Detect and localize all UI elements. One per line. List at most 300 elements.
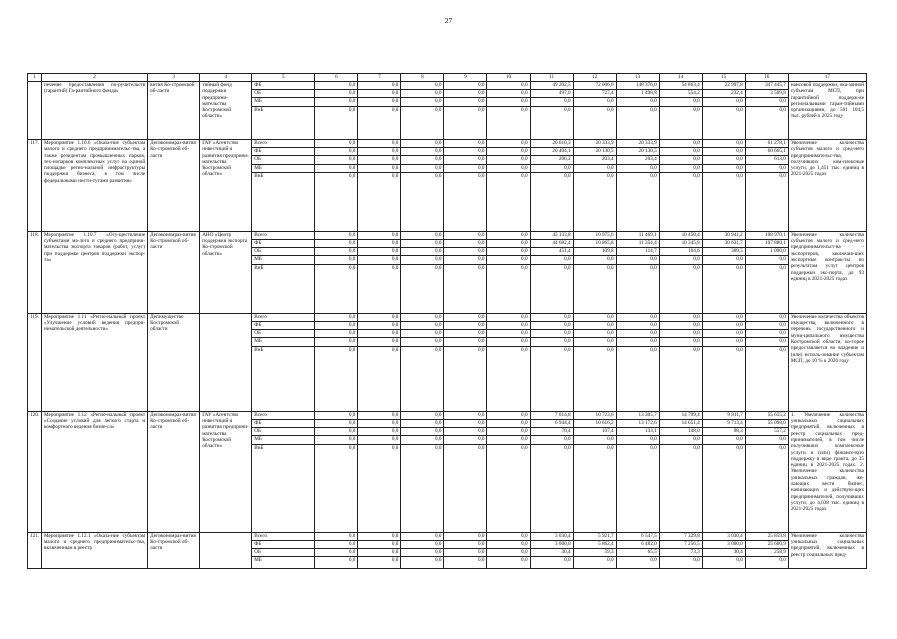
amount-cell: 0,0 — [358, 419, 401, 427]
amount-cell: 9 713,4 — [702, 419, 745, 427]
amount-cell: 0,0 — [444, 240, 487, 248]
amount-cell: 0,0 — [702, 322, 745, 330]
amount-cell: 554,2 — [659, 90, 702, 98]
amount-cell: 7 256,5 — [659, 540, 702, 548]
executor: вития Ко-стромской об-ласти — [148, 82, 200, 140]
column-number: 2 — [42, 74, 148, 82]
amount-cell: 0,0 — [315, 330, 358, 338]
amount-cell: 0,0 — [315, 172, 358, 231]
amount-cell: 0,0 — [315, 82, 358, 90]
amount-cell: 0,0 — [401, 338, 444, 346]
amount-cell: 0,0 — [659, 139, 702, 147]
amount-cell: 104,6 — [659, 248, 702, 256]
amount-cell: 0,0 — [487, 322, 530, 330]
funding-source: ФБ — [252, 82, 315, 90]
amount-cell: 0,0 — [444, 82, 487, 90]
amount-cell: 6 547,5 — [616, 532, 659, 540]
amount-cell: 0,0 — [487, 557, 530, 568]
row-number: 119. — [28, 313, 42, 411]
table-row — [28, 532, 867, 540]
amount-cell: 0,0 — [616, 256, 659, 264]
amount-cell: 0,0 — [745, 106, 788, 139]
amount-cell: 309,5 — [702, 248, 745, 256]
executor: Депэкономраз-вития Ко-стромской об-ласти — [148, 532, 200, 568]
amount-cell: 148 376,0 — [616, 82, 659, 90]
amount-cell: 10 616,2 — [573, 419, 616, 427]
amount-cell: 0,0 — [444, 411, 487, 419]
participant: тийный фонд поддержки предприни-мательства Костромской области» — [200, 82, 252, 140]
amount-cell: 7 329,8 — [659, 532, 702, 540]
amount-cell: 0,0 — [702, 436, 745, 444]
amount-cell: 0,0 — [358, 82, 401, 90]
event-name: Мероприятие 1.12 «Регио-нальный проект «Создание условий для легкого старта и комфортного ведения бизне-са» — [42, 411, 148, 532]
column-number: 6 — [315, 74, 358, 82]
amount-cell: 0,0 — [401, 240, 444, 248]
amount-cell: 0,0 — [358, 338, 401, 346]
amount-cell: 0,0 — [315, 549, 358, 557]
funding-source: Всего — [252, 313, 315, 321]
amount-cell: 0,0 — [659, 444, 702, 532]
amount-cell: 0,0 — [745, 436, 788, 444]
amount-cell: 0,0 — [659, 106, 702, 139]
amount-cell: 0,0 — [573, 264, 616, 313]
amount-cell: 0,0 — [401, 248, 444, 256]
funding-source: ФБ — [252, 419, 315, 427]
amount-cell: 0,0 — [444, 540, 487, 548]
amount-cell: 0,0 — [315, 164, 358, 172]
funding-source: Всего — [252, 532, 315, 540]
amount-cell: 0,0 — [444, 346, 487, 411]
amount-cell: 0,0 — [444, 90, 487, 98]
amount-cell: 203,4 — [616, 156, 659, 164]
amount-cell: 20 130,5 — [573, 148, 616, 156]
amount-cell: 0,0 — [530, 256, 573, 264]
amount-cell: 44 682,4 — [530, 240, 573, 248]
amount-cell: 0,0 — [616, 172, 659, 231]
row-number: 118. — [28, 231, 42, 313]
amount-cell: 0,0 — [358, 264, 401, 313]
amount-cell: 61 278,1 — [745, 139, 788, 147]
amount-cell: 0,0 — [702, 172, 745, 231]
amount-cell: 0,0 — [659, 346, 702, 411]
amount-cell: 73,3 — [659, 549, 702, 557]
amount-cell: 0,0 — [616, 330, 659, 338]
amount-cell: 451,4 — [530, 248, 573, 256]
amount-cell: 0,0 — [358, 313, 401, 321]
amount-cell: 0,0 — [702, 557, 745, 568]
amount-cell: 258,9 — [745, 549, 788, 557]
amount-cell: 0,0 — [444, 322, 487, 330]
amount-cell: 0,0 — [745, 557, 788, 568]
funding-source: ОБ — [252, 330, 315, 338]
funding-source: ФБ — [252, 240, 315, 248]
amount-cell: 0,0 — [530, 322, 573, 330]
amount-cell: 0,0 — [487, 172, 530, 231]
expected-result: Увеличение количества уникальных социальных предприятий, включенных в реестр социальных пред- — [788, 532, 866, 568]
amount-cell: 0,0 — [573, 256, 616, 264]
amount-cell: 0,0 — [745, 98, 788, 106]
amount-cell: 0,0 — [444, 444, 487, 532]
amount-cell: 0,0 — [444, 164, 487, 172]
amount-cell: 20 333,9 — [616, 139, 659, 147]
amount-cell: 0,0 — [487, 444, 530, 532]
amount-cell: 1 498,8 — [616, 90, 659, 98]
amount-cell: 0,0 — [487, 139, 530, 147]
column-number: 12 — [573, 74, 616, 82]
amount-cell: 0,0 — [401, 313, 444, 321]
expected-result: 1. Увеличение количества уникальных социальных предприятий, включенных в реестр социальных пред-принимателей, в том числе получивших комплексные услуги и (или) финансо-вую поддержку в виде гранта, до 35 единиц в 2021-2025 годах. 2. Увеличение количества уникальных граждан, же-лающих вести бизнес, начинающих и действую-щих предпринимателей, получивших услуги, до 4,038 тыс. единиц в 2021-2025 годах — [788, 411, 866, 532]
column-number: 4 — [200, 74, 252, 82]
amount-cell: 5 862,4 — [573, 540, 616, 548]
amount-cell: 0,0 — [487, 148, 530, 156]
amount-cell: 0,0 — [659, 264, 702, 313]
executor: Депэкономраз-вития Ко-стромской об-ласти — [148, 139, 200, 231]
funding-source: ВнБ — [252, 106, 315, 139]
amount-cell: 20 610,3 — [530, 139, 573, 147]
amount-cell: 55 655,2 — [745, 411, 788, 419]
amount-cell: 0,0 — [401, 346, 444, 411]
table-row — [28, 411, 867, 419]
amount-cell: 0,0 — [530, 264, 573, 313]
header-row — [28, 74, 867, 82]
amount-cell: 0,0 — [616, 444, 659, 532]
amount-cell: 0,0 — [659, 148, 702, 156]
column-number: 1 — [28, 74, 42, 82]
executor: Депэкономраз-вития Ко-стромской об-ласти — [148, 411, 200, 532]
row-number — [28, 82, 42, 140]
column-number: 9 — [444, 74, 487, 82]
amount-cell: 0,0 — [444, 436, 487, 444]
amount-cell: 22 997,8 — [702, 82, 745, 90]
amount-cell: 0,0 — [315, 428, 358, 436]
amount-cell: 497,0 — [530, 90, 573, 98]
amount-cell: 20 130,5 — [616, 148, 659, 156]
amount-cell: 0,0 — [745, 322, 788, 330]
amount-cell: 0,0 — [487, 411, 530, 419]
amount-cell: 59,3 — [573, 549, 616, 557]
amount-cell: 107 880,1 — [745, 240, 788, 248]
amount-cell: 0,0 — [487, 248, 530, 256]
participant — [200, 313, 252, 411]
amount-cell: 60 665,1 — [745, 148, 788, 156]
amount-cell: 557,2 — [745, 428, 788, 436]
amount-cell: 0,0 — [444, 419, 487, 427]
amount-cell: 70,4 — [530, 428, 573, 436]
amount-cell: 0,0 — [358, 540, 401, 548]
amount-cell: 0,0 — [745, 313, 788, 321]
funding-source: Всего — [252, 411, 315, 419]
amount-cell: 0,0 — [487, 164, 530, 172]
column-number: 11 — [530, 74, 573, 82]
amount-cell: 25 859,8 — [745, 532, 788, 540]
amount-cell: 0,0 — [315, 148, 358, 156]
event-name: Мероприятие 1.10.6 «Оказа-ние субъектам малого и среднего предпринимательс-тва, а также резидентам промышленных парков, тех-нопарков комплексных услуг на единой площадке регио-нальной инфраструктуры поддержки бизнеса, в том числе федеральными инсти-тутами развития» — [42, 139, 148, 231]
amount-cell: 0,0 — [487, 240, 530, 248]
amount-cell: 0,0 — [358, 98, 401, 106]
amount-cell: 0,0 — [358, 248, 401, 256]
amount-cell: 0,0 — [659, 330, 702, 338]
funding-source: МБ — [252, 256, 315, 264]
amount-cell: 10 975,6 — [573, 231, 616, 239]
amount-cell: 0,0 — [358, 330, 401, 338]
amount-cell: 25 600,9 — [745, 540, 788, 548]
program-table — [27, 73, 867, 569]
amount-cell: 10 345,8 — [659, 240, 702, 248]
amount-cell: 0,0 — [487, 532, 530, 540]
amount-cell: 206,2 — [530, 156, 573, 164]
amount-cell: 0,0 — [659, 164, 702, 172]
amount-cell: 7 014,8 — [530, 411, 573, 419]
amount-cell: 0,0 — [358, 172, 401, 231]
amount-cell: 0,0 — [573, 444, 616, 532]
funding-source: ВнБ — [252, 264, 315, 313]
amount-cell: 0,0 — [487, 313, 530, 321]
amount-cell: 0,0 — [358, 90, 401, 98]
amount-cell: 0,0 — [401, 164, 444, 172]
amount-cell: 0,0 — [315, 90, 358, 98]
amount-cell: 0,0 — [573, 346, 616, 411]
amount-cell: 0,0 — [530, 338, 573, 346]
amount-cell: 0,0 — [487, 264, 530, 313]
amount-cell: 0,0 — [401, 98, 444, 106]
amount-cell: 0,0 — [530, 172, 573, 231]
amount-cell: 0,0 — [315, 322, 358, 330]
amount-cell: 114,7 — [616, 248, 659, 256]
amount-cell: 727,4 — [573, 90, 616, 98]
amount-cell: 0,0 — [702, 98, 745, 106]
amount-cell: 0,0 — [530, 557, 573, 568]
amount-cell: 148,0 — [659, 428, 702, 436]
amount-cell: 0,0 — [530, 346, 573, 411]
funding-source: Всего — [252, 231, 315, 239]
column-number: 7 — [358, 74, 401, 82]
amount-cell: 20 404,1 — [530, 148, 573, 156]
amount-cell: 0,0 — [315, 419, 358, 427]
funding-source: ВнБ — [252, 346, 315, 411]
amount-cell: 10 723,6 — [573, 411, 616, 419]
amount-cell: 0,0 — [573, 172, 616, 231]
page-number: 27 — [444, 16, 453, 25]
amount-cell: 0,0 — [616, 164, 659, 172]
amount-cell: 0,0 — [444, 248, 487, 256]
amount-cell: 0,0 — [315, 557, 358, 568]
amount-cell: 0,0 — [315, 106, 358, 139]
amount-cell: 6 944,4 — [530, 419, 573, 427]
amount-cell: 3 030,4 — [530, 532, 573, 540]
amount-cell: 0,0 — [573, 322, 616, 330]
amount-cell: 0,0 — [358, 322, 401, 330]
amount-cell: 232,4 — [702, 90, 745, 98]
amount-cell: 0,0 — [745, 164, 788, 172]
amount-cell: 0,0 — [444, 172, 487, 231]
amount-cell: 0,0 — [487, 549, 530, 557]
amount-cell: 0,0 — [401, 322, 444, 330]
amount-cell: 0,0 — [444, 313, 487, 321]
funding-source: ОБ — [252, 90, 315, 98]
funding-source: МБ — [252, 557, 315, 568]
funding-source: ОБ — [252, 549, 315, 557]
amount-cell: 203,4 — [573, 156, 616, 164]
funding-source: МБ — [252, 338, 315, 346]
amount-cell: 0,0 — [444, 532, 487, 540]
amount-cell: 0,0 — [616, 346, 659, 411]
amount-cell: 0,0 — [745, 330, 788, 338]
amount-cell: 0,0 — [401, 428, 444, 436]
participant: АНО «Центр поддержки экспорта Ко-стромской области» — [200, 231, 252, 313]
amount-cell: 0,0 — [358, 156, 401, 164]
amount-cell: 72 006,0 — [573, 82, 616, 90]
amount-cell: 0,0 — [487, 419, 530, 427]
column-number: 15 — [702, 74, 745, 82]
amount-cell: 0,0 — [358, 231, 401, 239]
amount-cell: 0,0 — [745, 264, 788, 313]
amount-cell: 0,0 — [702, 264, 745, 313]
funding-source: ВнБ — [252, 172, 315, 231]
amount-cell: 0,0 — [659, 313, 702, 321]
amount-cell: 0,0 — [702, 338, 745, 346]
amount-cell: 0,0 — [702, 346, 745, 411]
funding-source: МБ — [252, 164, 315, 172]
amount-cell: 6 482,0 — [616, 540, 659, 548]
expected-result: нансовой поддержки, ока-занной субъектам МСП, при гарантийной поддерж-ке региональными гаран-тийными организациями, до 501 104,5 тыс. рублей к 2025 году — [788, 82, 866, 140]
amount-cell: 0,0 — [702, 164, 745, 172]
amount-cell: 0,0 — [702, 148, 745, 156]
amount-cell: 0,0 — [444, 330, 487, 338]
amount-cell: 30 631,7 — [702, 240, 745, 248]
amount-cell: 0,0 — [616, 264, 659, 313]
amount-cell: 65,5 — [616, 549, 659, 557]
amount-cell: 0,0 — [616, 557, 659, 568]
column-number: 17 — [788, 74, 866, 82]
amount-cell: 0,0 — [358, 428, 401, 436]
expected-result: Увеличение количества субъектов малого и сред-него предпринимательс-тва, получивших ком-плексные услуги, до 1,451 тыс. единиц в 2021-2025 годах — [788, 139, 866, 231]
amount-cell: 0,0 — [401, 532, 444, 540]
amount-cell: 0,0 — [401, 106, 444, 139]
amount-cell: 3 000,0 — [530, 540, 573, 548]
amount-cell: 0,0 — [444, 264, 487, 313]
amount-cell: 0,0 — [401, 82, 444, 90]
amount-cell: 0,0 — [401, 90, 444, 98]
amount-cell: 0,0 — [616, 106, 659, 139]
amount-cell: 0,0 — [745, 338, 788, 346]
executor: Депимущество Костромской области — [148, 313, 200, 411]
amount-cell: 0,0 — [315, 411, 358, 419]
amount-cell: 0,0 — [530, 106, 573, 139]
amount-cell: 13 305,7 — [616, 411, 659, 419]
amount-cell: 0,0 — [659, 557, 702, 568]
amount-cell: 0,0 — [358, 436, 401, 444]
funding-source: Всего — [252, 139, 315, 147]
amount-cell: 0,0 — [487, 90, 530, 98]
amount-cell: 0,0 — [745, 256, 788, 264]
amount-cell: 0,0 — [444, 156, 487, 164]
amount-cell: 0,0 — [659, 256, 702, 264]
amount-cell: 0,0 — [616, 313, 659, 321]
table-row — [28, 313, 867, 321]
amount-cell: 0,0 — [315, 540, 358, 548]
amount-cell: 0,0 — [401, 172, 444, 231]
amount-cell: 0,0 — [315, 444, 358, 532]
table-row — [28, 82, 867, 90]
amount-cell: 0,0 — [358, 557, 401, 568]
amount-cell: 0,0 — [487, 330, 530, 338]
amount-cell: 0,0 — [702, 106, 745, 139]
amount-cell: 20 333,9 — [573, 139, 616, 147]
amount-cell: 0,0 — [358, 148, 401, 156]
amount-cell: 0,0 — [401, 436, 444, 444]
amount-cell: 0,0 — [659, 172, 702, 231]
amount-cell: 0,0 — [659, 98, 702, 106]
amount-cell: 0,0 — [659, 436, 702, 444]
amount-cell: 0,0 — [401, 256, 444, 264]
amount-cell: 0,0 — [444, 549, 487, 557]
amount-cell: 0,0 — [315, 98, 358, 106]
amount-cell: 0,0 — [444, 557, 487, 568]
amount-cell: 0,0 — [401, 419, 444, 427]
amount-cell: 0,0 — [401, 148, 444, 156]
amount-cell: 0,0 — [401, 139, 444, 147]
funding-source: МБ — [252, 436, 315, 444]
amount-cell: 0,0 — [401, 557, 444, 568]
amount-cell: 55 098,0 — [745, 419, 788, 427]
amount-cell: 98,3 — [702, 428, 745, 436]
amount-cell: 0,0 — [358, 346, 401, 411]
amount-cell: 5 921,7 — [573, 532, 616, 540]
amount-cell: 0,0 — [702, 156, 745, 164]
row-number: 120. — [28, 411, 42, 532]
amount-cell: 3 030,4 — [702, 532, 745, 540]
amount-cell: 0,0 — [616, 98, 659, 106]
amount-cell: 0,0 — [358, 532, 401, 540]
amount-cell: 0,0 — [358, 240, 401, 248]
amount-cell: 45 133,8 — [530, 231, 573, 239]
funding-source: ВнБ — [252, 444, 315, 532]
amount-cell: 10 450,4 — [659, 231, 702, 239]
amount-cell: 0,0 — [745, 172, 788, 231]
column-number: 10 — [487, 74, 530, 82]
amount-cell: 109,8 — [573, 248, 616, 256]
amount-cell: 0,0 — [573, 313, 616, 321]
event-name: Мероприятие 1.11 «Регио-нальный проект «Улучшение условий ведения предпри-нимательской деятельности» — [42, 313, 148, 411]
amount-cell: 0,0 — [401, 231, 444, 239]
amount-cell: 0,0 — [530, 313, 573, 321]
amount-cell: 0,0 — [401, 540, 444, 548]
expected-result: Увеличение количества субъектов малого и сред-него предпринимательст-ва – экспортеров, заключив-ших экспортные контрак-ты по результатам услуг центров поддержки экс-порта, до 93 единиц в 2021-2025 годах — [788, 231, 866, 313]
column-number: 16 — [745, 74, 788, 82]
amount-cell: 0,0 — [530, 436, 573, 444]
amount-cell: 30 941,2 — [702, 231, 745, 239]
amount-cell: 0,0 — [358, 256, 401, 264]
table-row — [28, 231, 867, 239]
amount-cell: 0,0 — [487, 540, 530, 548]
amount-cell: 108 970,1 — [745, 231, 788, 239]
amount-cell: 0,0 — [573, 436, 616, 444]
column-number: 8 — [401, 74, 444, 82]
amount-cell: 0,0 — [573, 98, 616, 106]
amount-cell: 0,0 — [487, 428, 530, 436]
row-number: 117. — [28, 139, 42, 231]
amount-cell: 0,0 — [573, 330, 616, 338]
event-name: Мероприятие 1.12.1 «Оказа-ние субъектам малого и среднего предпринимательс-тва, включенным в реестр — [42, 532, 148, 568]
amount-cell: 0,0 — [444, 139, 487, 147]
table-row — [28, 139, 867, 147]
amount-cell: 0,0 — [401, 549, 444, 557]
amount-cell: 0,0 — [702, 444, 745, 532]
amount-cell: 0,0 — [659, 338, 702, 346]
amount-cell: 0,0 — [702, 330, 745, 338]
funding-source: ОБ — [252, 428, 315, 436]
amount-cell: 0,0 — [401, 444, 444, 532]
